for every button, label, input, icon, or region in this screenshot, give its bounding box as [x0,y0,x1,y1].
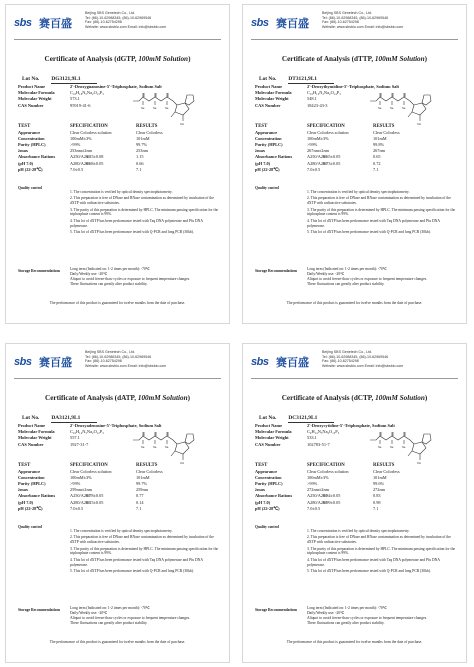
test-name: Concentration [18,136,45,142]
storage-line: Long term (Indicated on: 1-2 times per month): -70℃ [70,267,150,271]
svg-text:Na: Na [378,446,382,449]
contact-line: Website: www.sbsbio.com Email: info@sbsbio.com [85,363,167,368]
guarantee-footer: The performance of this product is guaranteed for twelve months from the date of purchase. [49,301,186,305]
weight-value: 557.1 [70,435,80,441]
storage-text [307,267,457,287]
test-spec: 100mM±3% [70,475,92,481]
svg-text:Na: Na [141,446,145,449]
quality-control-items [307,529,457,575]
lot-number [22,76,97,84]
test-spec: 259nm±2nm [70,487,92,493]
test-result: 7.1 [136,505,142,511]
title-solution: 100mM Solution [137,394,188,402]
test-result: 101mM [136,136,150,142]
logo-text-en: sbs [251,17,269,29]
test-result: 272nm [373,487,385,493]
svg-text:Na: Na [378,107,382,110]
svg-text:Na: Na [165,446,169,449]
svg-text:Na: Na [402,107,406,110]
col-results: RESULTS [136,463,158,468]
qc-item: 1. The concentration is verified by optical density spectrophotometry. [70,529,173,533]
company-contact [322,350,403,368]
test-result: 99.7% [136,481,148,487]
contact-line: Beijing SBS Genetech Co., Ltd. [322,11,373,15]
title-solution: 100mM Solution [374,55,425,63]
test-result: 0.66 [136,160,144,166]
company-logo [251,13,317,35]
product-name-label: Product Name [18,84,46,89]
logo-text-cn: 赛百盛 [39,356,72,369]
qc-item: 3. The purity of this preparation is determined by HPLC. The minimum passing specification for the triphosphate content is 99%. [70,546,219,556]
svg-text:Na: Na [141,107,145,110]
storage-line: Daily/Weekly use: -20℃ [70,271,108,276]
test-spec-range: 0.73±0.05 [323,160,341,166]
col-specification: SPECIFICATION [307,124,345,129]
title-solution: 100mM Solution [138,55,189,63]
test-result: Clear Colorless [136,469,163,475]
contact-line: Tel: (86)-10-62988345, (86)-10-62969546 [322,354,389,359]
test-spec: 7.0±0.5 [70,166,84,172]
qc-item: 1. The concentration is verified by optical density spectrophotometry. [307,529,410,533]
specification-table [255,124,455,173]
product-name-value: 2'-Deoxyguanosine-5'-Triphosphate, Sodium Salt [70,84,162,89]
product-name-label: Product Name [255,423,283,428]
title-nucleotide: dATP [117,394,135,402]
cas-label: CAS Number [18,441,44,447]
test-name: Purity (HPLC) [18,481,46,487]
test-result: 0.72 [373,160,381,166]
product-name-label: Product Name [18,423,46,428]
col-results: RESULTS [136,124,158,129]
test-spec: A250/A260 [307,154,328,160]
logo-text-en: sbs [251,356,269,368]
cas-value: 95919-41-6 [70,102,91,108]
formula-label: Molecular Formula [255,90,292,96]
qc-item: 4. This lot of dXTP has been performance tested with Taq DNA polymerase and Pfu DNA polymerase. [70,218,203,228]
cas-label: CAS Number [255,441,281,447]
test-spec: 7.0±0.5 [307,166,321,172]
certificate-title: Certificate of Analysis (dATP, 100mM Solution) [45,394,190,402]
formula-label: Molecular Formula [255,429,292,435]
table-row [18,167,218,173]
contact-line: Beijing SBS Genetech Co., Ltd. [85,350,136,354]
storage-line: Long term (Indicated on: 1-2 times per month): -70℃ [307,267,387,271]
col-specification: SPECIFICATION [70,463,108,468]
quality-control-label: Quality control [255,186,280,190]
test-spec: A280/A260 [70,499,91,505]
qc-item: 4. This lot of dXTP has been performance tested with Taq DNA polymerase and Pfu DNA polymerase. [307,557,440,567]
qc-item: 2. This preparation is free of DNase and RNase contamination as determined by incubation of the dXTP with radioactive substrates. [70,535,214,545]
qc-item: 5. This lot of dXTP has been performance tested with Q-PCR and long PCR (30kb). [307,229,431,234]
test-spec-range: 0.15±0.05 [86,499,104,505]
svg-text:OH: OH [180,462,184,465]
test-name: (pH 7.0) [18,499,34,505]
test-spec: A250/A260 [70,493,91,499]
specification-table [255,463,455,512]
test-result: 101mM [136,475,150,481]
test-spec: 100mM±3% [307,475,329,481]
qc-item: 2. This preparation is free of DNase and RNase contamination as determined by incubation of the dXTP with radioactive substrates. [70,196,214,206]
quality-control-items [307,190,457,236]
storage-line: These fluctuations can greatly alter product stability. [307,620,385,625]
lot-label: Lot No. [22,415,40,421]
test-name: Appearance [18,469,41,475]
logo-text-cn: 赛百盛 [276,356,309,369]
storage-line: Daily/Weekly use: -20℃ [307,271,345,276]
quality-control-label: Quality control [255,525,280,529]
specification-table [18,463,218,512]
test-name: λmax [255,487,265,493]
test-result: 267nm [373,148,385,154]
weight-label: Molecular Weight [255,435,289,441]
letterhead [251,11,460,37]
test-spec-range: 1.15±0.08 [86,154,104,160]
title-nucleotide: dCTP [353,394,372,402]
logo-text-en: sbs [14,17,32,29]
product-name-value: 2'-Deoxythymidine-5'-Triphosphate, Sodium Salt [307,84,400,89]
contact-line: Beijing SBS Genetech Co., Ltd. [85,11,136,15]
test-spec: A280/A260 [307,160,328,166]
weight-value: 573.1 [70,96,80,102]
header-divider [251,378,458,379]
storage-label: Storage Recommendations [255,608,298,612]
storage-label: Storage Recommendations [255,269,298,273]
qc-item: 5. This lot of dXTP has been performance tested with Q-PCR and long PCR (30kb). [70,568,194,573]
letterhead [251,350,460,376]
company-logo [14,352,80,374]
title-text: Certificate of Analysis [281,394,350,402]
test-name: Absorbance Rations [18,493,56,499]
contact-line: Tel: (86)-10-62988345, (86)-10-62969546 [322,15,389,20]
test-name: Absorbance Rations [255,154,293,160]
company-logo [251,352,317,374]
qc-item: 1. The concentration is verified by optical density spectrophotometry. [307,190,410,194]
test-name: (pH 7.0) [255,499,271,505]
test-result: Clear Colorless [373,469,400,475]
formula-label: Molecular Formula [18,429,55,435]
qc-item: 3. The purity of this preparation is determined by HPLC. The minimum passing specification for the triphosphate content is 99%. [307,546,456,556]
test-spec: Clear Colorless solution [70,469,112,475]
test-name: Appearance [18,130,41,136]
formula-value: C₁₀H₁₄N₅Na₂O₁₂P₃ [70,429,104,435]
col-results: RESULTS [373,124,395,129]
test-name: Concentration [255,475,282,481]
certificate-page-dctp [242,343,467,663]
test-result: 0.65 [373,154,381,160]
lot-label: Lot No. [259,415,277,421]
svg-text:Na: Na [153,446,157,449]
test-spec: >99% [70,481,81,487]
product-name-value: 2'-Deoxyadenosine-5'-Triphosphate, Sodium Salt [70,423,162,428]
test-name: Absorbance Rations [255,493,293,499]
storage-text [70,267,220,287]
test-result: 0.83 [373,493,381,499]
lot-number [259,76,334,84]
test-name: Appearance [255,130,278,136]
title-text: Certificate of Analysis [45,394,113,402]
qc-item: 3. The purity of this preparation is determined by HPLC. The minimum passing specification for the triphosphate content is 99%. [70,207,219,217]
test-spec-range: 0.84±0.05 [323,493,341,499]
storage-line: Aliquot to avoid freeze-thaw cycles or exposure to frequent temperature changes. [307,276,428,281]
weight-value: 533.1 [307,435,317,441]
svg-text:Na: Na [390,446,394,449]
contact-line: Website: www.sbsbio.com Email: info@sbsbio.com [85,24,167,29]
table-row [255,506,455,512]
col-test: TEST [255,463,268,468]
svg-text:OH: OH [417,123,421,126]
product-name-label: Product Name [255,84,283,89]
company-contact [85,350,166,368]
certificate-title: Certificate of Analysis (dTTP, 100mM Solution) [281,55,428,63]
test-result: 259nm [136,487,148,493]
test-spec: 253nm±2nm [70,148,92,154]
product-name-value: 2'-Deoxycytidine-5'-Triphosphate, Sodium Salt [307,423,395,428]
test-result: 7.1 [373,505,379,511]
header-divider [251,39,458,40]
formula-label: Molecular Formula [18,90,55,96]
test-result: 101mM [373,475,387,481]
col-test: TEST [18,124,31,129]
lot-value: DC3121,9L1 [288,415,334,423]
test-spec: 272nm±2nm [307,487,329,493]
col-specification: SPECIFICATION [70,124,108,129]
cas-value: 18423-43-3 [307,102,328,108]
storage-line: Daily/Weekly use: -20℃ [70,610,108,615]
test-name: Purity (HPLC) [18,142,46,148]
test-spec: >99% [307,142,318,148]
logo-text-cn: 赛百盛 [276,17,309,30]
svg-text:OH: OH [180,123,184,126]
storage-line: Aliquot to avoid freeze-thaw cycles or exposure to frequent temperature changes. [70,615,191,620]
test-spec-range: 0.65±0.05 [323,154,341,160]
company-contact [85,11,166,29]
test-name: Concentration [18,475,45,481]
storage-text [70,606,220,626]
certificate-page-datp [5,343,230,663]
table-row [18,506,218,512]
storage-text [307,606,457,626]
storage-line: Daily/Weekly use: -20℃ [307,610,345,615]
test-spec: 100mM±3% [70,136,92,142]
test-name: λmax [18,148,28,154]
logo-text-en: sbs [14,356,32,368]
company-logo [14,13,80,35]
quality-control-items [70,529,220,575]
test-name: Purity (HPLC) [255,481,283,487]
qc-item: 2. This preparation is free of DNase and RNase contamination as determined by incubation of the dXTP with radioactive substrates. [307,535,451,545]
test-spec: >99% [70,142,81,148]
quality-control-label: Quality control [18,186,43,190]
quality-control-items [70,190,220,236]
contact-line: Fax: (86)-10-62754298 [322,20,359,25]
test-spec: 267nm±2nm [307,148,329,154]
test-name: Appearance [255,469,278,475]
contact-line: Beijing SBS Genetech Co., Ltd. [322,350,373,354]
specification-table [18,124,218,173]
test-result: 99.7% [136,142,148,148]
title-text: Certificate of Analysis [281,55,350,63]
test-name: pH (22-28℃) [255,505,280,511]
test-name: pH (22-28℃) [255,166,280,172]
guarantee-footer: The performance of this product is guaranteed for twelve months from the date of purchase. [286,640,423,644]
col-test: TEST [18,463,31,468]
svg-text:Na: Na [390,107,394,110]
test-result: 99.6% [373,481,385,487]
test-result: 101mM [373,136,387,142]
svg-text:Na: Na [402,446,406,449]
formula-value: C₁₀H₁₆N₅Na₂O₁₃P₃ [70,90,104,96]
test-spec: A250/A260 [70,154,91,160]
test-result: 0.14 [136,499,144,505]
storage-label: Storage Recommendations [18,608,61,612]
cas-value: 1927-31-7 [70,441,89,447]
certificate-page-dttp [242,4,467,324]
test-spec: Clear Colorless solution [70,130,112,136]
formula-value: C₁₀H₁₅N₂Na₂O₁₄P₃ [307,90,341,96]
certificate-page-dgtp [5,4,230,324]
contact-line: Website: www.sbsbio.com Email: info@sbsbio.com [322,363,404,368]
logo-text-cn: 赛百盛 [39,17,72,30]
test-spec: A280/A260 [307,499,328,505]
test-spec: 100mM±3% [307,136,329,142]
test-result: 0.77 [136,493,144,499]
title-solution: 100mM Solution [375,394,425,402]
certificate-title: Certificate of Analysis (dGTP, 100mM Solution) [44,55,191,63]
title-text: Certificate of Analysis [44,55,113,63]
title-nucleotide: dTTP [354,55,372,63]
storage-label: Storage Recommendations [18,269,61,273]
svg-text:OH: OH [417,462,421,465]
contact-line: Fax: (86)-10-62754298 [322,359,359,364]
test-result: 1.15 [136,154,144,160]
test-spec: >99% [307,481,318,487]
letterhead [14,350,223,376]
weight-label: Molecular Weight [18,435,52,441]
test-name: pH (22-28℃) [18,505,43,511]
test-result: Clear Colorless [136,130,163,136]
weight-value: 548.1 [307,96,317,102]
test-result: 7.1 [373,166,379,172]
test-result: 7.1 [136,166,142,172]
qc-item: 5. This lot of dXTP has been performance tested with Q-PCR and long PCR (30kb). [70,229,194,234]
test-name: Concentration [255,136,282,142]
test-result: 0.98 [373,499,381,505]
certificate-title: Certificate of Analysis (dCTP, 100mM Solution) [281,394,428,402]
test-result: 253nm [136,148,148,154]
test-spec: A250/A260 [307,493,328,499]
storage-line: Long term (Indicated on: 1-2 times per month): -70℃ [70,606,150,610]
title-nucleotide: dGTP [116,55,135,63]
test-spec: 7.0±0.5 [70,505,84,511]
lot-value: DA3121,9L1 [51,415,97,423]
lot-label: Lot No. [22,76,40,82]
storage-line: Aliquot to avoid freeze-thaw cycles or exposure to frequent temperature changes. [307,615,428,620]
qc-item: 1. The concentration is verified by optical density spectrophotometry. [70,190,173,194]
weight-label: Molecular Weight [18,96,52,102]
test-name: Purity (HPLC) [255,142,283,148]
storage-line: Long term (Indicated on: 1-2 times per month): -70℃ [307,606,387,610]
storage-line: These fluctuations can greatly alter product stability. [70,620,148,625]
test-spec: A280/A260 [70,160,91,166]
test-name: λmax [18,487,28,493]
weight-label: Molecular Weight [255,96,289,102]
test-spec: Clear Colorless solution [307,130,349,136]
test-name: (pH 7.0) [18,160,34,166]
table-row [255,167,455,173]
lot-number [259,415,334,423]
contact-line: Fax: (86)-10-62754298 [85,359,122,364]
lot-label: Lot No. [259,76,277,82]
test-spec-range: 0.99±0.05 [323,499,341,505]
guarantee-footer: The performance of this product is guaranteed for twelve months from the date of purchase. [286,301,423,305]
test-name: λmax [255,148,265,154]
header-divider [14,39,221,40]
qc-item: 4. This lot of dXTP has been performance tested with Taq DNA polymerase and Pfu DNA polymerase. [307,218,440,228]
test-name: (pH 7.0) [255,160,271,166]
contact-line: Tel: (86)-10-62988345, (86)-10-62969546 [85,15,152,20]
svg-text:Na: Na [153,107,157,110]
cas-label: CAS Number [18,102,44,108]
guarantee-footer: The performance of this product is guaranteed for twelve months from the date of purchase. [49,640,186,644]
cas-label: CAS Number [255,102,281,108]
qc-item: 5. This lot of dXTP has been performance tested with Q-PCR and long PCR (30kb). [307,568,431,573]
storage-line: Aliquot to avoid freeze-thaw cycles or exposure to frequent temperature changes. [70,276,191,281]
lot-value: DT3121,9L1 [288,76,334,84]
test-result: Clear Colorless [373,130,400,136]
svg-text:Na: Na [165,107,169,110]
cas-value: 102783-51-7 [307,441,330,447]
contact-line: Tel: (86)-10-62988345, (86)-10-62969546 [85,354,152,359]
letterhead [14,11,223,37]
storage-line: These fluctuations can greatly alter product stability. [307,281,385,286]
contact-line: Fax: (86)-10-62754298 [85,20,122,25]
formula-value: C₉H₁₄N₃Na₂O₁₃P₃ [307,429,340,435]
header-divider [14,378,221,379]
qc-item: 3. The purity of this preparation is determined by HPLC. The minimum passing specification for the triphosphate content is 99%. [307,207,456,217]
qc-item: 2. This preparation is free of DNase and RNase contamination as determined by incubation of the dXTP with radioactive substrates. [307,196,451,206]
quality-control-label: Quality control [18,525,43,529]
lot-value: DG3121,9L1 [51,76,97,84]
qc-item: 4. This lot of dXTP has been performance tested with Taq DNA polymerase and Pfu DNA polymerase. [70,557,203,567]
lot-number [22,415,97,423]
storage-line: These fluctuations can greatly alter product stability. [70,281,148,286]
col-results: RESULTS [373,463,395,468]
col-specification: SPECIFICATION [307,463,345,468]
col-test: TEST [255,124,268,129]
test-name: pH (22-28℃) [18,166,43,172]
test-result: 99.8% [373,142,385,148]
test-spec-range: 0.78±0.05 [86,493,104,499]
contact-line: Website: www.sbsbio.com Email: info@sbsbio.com [322,24,404,29]
test-spec-range: 0.68±0.05 [86,160,104,166]
test-spec: 7.0±0.5 [307,505,321,511]
company-contact [322,11,403,29]
test-name: Absorbance Rations [18,154,56,160]
test-spec: Clear Colorless solution [307,469,349,475]
